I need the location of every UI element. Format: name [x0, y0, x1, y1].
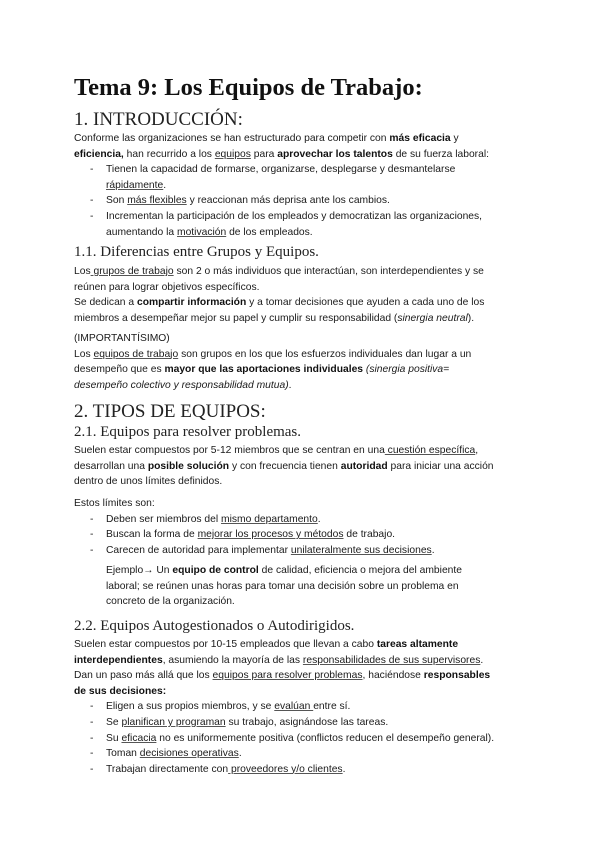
importance-note: (IMPORTANTÍSIMO) [74, 333, 170, 344]
diferencias-paragraph [74, 264, 534, 326]
text-run: Dan un paso más allá que los [74, 670, 213, 682]
text-run: - Tienen la capacidad de formarse, organizarse, desplegarse y desmantelarse [106, 164, 456, 176]
autogestionados-paragraph [74, 637, 534, 777]
text-run: - Incrementan la participación de los empleados y democratizan las organizaciones, [106, 210, 483, 222]
text-run: han recurrido a los [123, 148, 215, 160]
intro-paragraph [74, 131, 534, 240]
bold-text: aprovechar los talentos [277, 148, 393, 160]
list-item [74, 715, 534, 731]
text-run: , asumiendo la mayoría de las [162, 654, 303, 666]
subsection-heading-resolver-problemas: 2.1. Equipos para resolver problemas. [74, 424, 302, 440]
text-run: Los [74, 348, 94, 360]
list-item [74, 762, 534, 778]
text-run: son 2 o más individuos que interactúan, son interdependientes y se [173, 266, 484, 277]
underlined-text: planifican y programan [121, 716, 226, 728]
underlined-text: equipos [214, 148, 251, 160]
text-run: concreto de la organización. [106, 596, 235, 608]
list-item [74, 209, 534, 240]
intro-bullet-list [74, 162, 534, 240]
text-run: . [431, 544, 435, 556]
limites-block [74, 496, 534, 558]
underlined-text: equipos para resolver problemas [212, 670, 363, 682]
bold-text: más eficacia [389, 133, 451, 144]
underlined-text: grupos de trabajo [90, 266, 174, 277]
underlined-text: eficacia [121, 732, 157, 744]
text-run: Su [106, 732, 122, 744]
text-run: su trabajo, asignándose las tareas. [225, 716, 389, 728]
text-run: , haciéndose [362, 670, 424, 682]
text-run: desempeño que es [74, 364, 165, 376]
list-item [74, 746, 534, 762]
text-run: . [238, 748, 242, 760]
text-run: Estos límites son: [74, 498, 155, 509]
bold-text: compartir información [136, 297, 247, 309]
text-run: y con frecuencia tienen [229, 460, 341, 472]
text-run: Suelen estar compuestos por 10-15 empleados que llevan a cabo [74, 639, 377, 650]
text-run: Toman [106, 748, 140, 760]
autogestionados-bullet-list [74, 699, 534, 777]
underlined-text: evalúan [274, 701, 314, 713]
text-run: Se [106, 716, 122, 728]
bold-text: autoridad [340, 460, 388, 472]
text-run: Deben ser miembros del [106, 513, 222, 525]
bold-text: responsables [423, 670, 491, 682]
italic-text: sinergia neutral [397, 312, 468, 324]
text-run: aumentando la [106, 226, 177, 238]
text-run: entre sí. [313, 701, 351, 713]
bold-text: tareas altamente [376, 639, 459, 650]
text-run: ). [467, 312, 475, 324]
text-run: . [317, 513, 321, 525]
text-run: reúnen para lograr objetivos específicos. [74, 281, 260, 293]
text-run: desarrollan una [74, 460, 148, 472]
underlined-text: más flexibles [127, 195, 187, 207]
text-run: . [342, 763, 346, 775]
text-run: dentro de unos límites definidos. [74, 476, 223, 488]
text-run: Carecen de autoridad para implementar [106, 544, 291, 556]
text-run: y a tomar decisiones que ayuden a cada uno de los [246, 297, 485, 309]
list-item [74, 512, 534, 528]
text-run: y reaccionan más deprisa ante los cambios. [186, 195, 390, 207]
text-run: Eligen a sus propios miembros, y se [106, 701, 275, 713]
text-run: para iniciar una acción [387, 460, 494, 472]
text-run: . [288, 379, 292, 391]
list-item [74, 527, 534, 543]
text-run: Se dedican a [74, 297, 137, 309]
list-item [74, 162, 534, 193]
text-run: . [480, 654, 484, 666]
text-run: Son [106, 195, 128, 207]
bold-text: eficiencia, [74, 148, 124, 160]
text-run: son grupos en los que los esfuerzos individuales dan lugar a un [178, 348, 472, 360]
bold-text: interdependientes [74, 654, 163, 666]
section-heading-introduccion: 1. INTRODUCCIÓN: [74, 109, 243, 130]
italic-text: (sinergia positiva= [363, 364, 450, 376]
underlined-text: equipos de trabajo [93, 348, 179, 360]
underlined-text: cuestión específica [384, 445, 476, 456]
bold-text: posible solución [147, 460, 230, 472]
text-run: Trabajan directamente con [106, 763, 229, 775]
section-heading-tipos: 2. TIPOS DE EQUIPOS: [74, 401, 266, 422]
subsection-heading-diferencias: 1.1. Diferencias entre Grupos y Equipos. [74, 244, 319, 260]
text-run: Buscan la forma de [106, 529, 198, 541]
bold-text: equipo de control [172, 565, 259, 576]
text-run: de los empleados. [226, 226, 313, 238]
bold-text: de sus decisiones: [74, 685, 167, 697]
text-run: laboral; se reúnen unas horas para tomar una decisión sobre un problema en [106, 580, 459, 592]
text-run: Conforme las organizaciones se han estructurado para competir con [74, 133, 390, 144]
text-run: de trabajo. [343, 529, 396, 541]
text-run: miembros a desempeñar mejor su papel y cumplir su responsabilidad ( [74, 312, 398, 324]
example-paragraph [106, 563, 536, 610]
text-run: . [163, 179, 167, 191]
bold-text: mayor que las aportaciones individuales [164, 364, 364, 376]
text-run: de su fuerza laboral: [392, 148, 489, 160]
limites-bullet-list [74, 512, 534, 559]
underlined-text: decisiones operativas [139, 748, 239, 760]
text-run: de calidad, eficiencia o mejora del ambiente [258, 565, 462, 576]
underlined-text: mejorar los procesos y métodos [197, 529, 344, 541]
underlined-text: rápidamente [106, 179, 164, 191]
list-item [74, 193, 534, 209]
text-run: para [250, 148, 278, 160]
resolver-problemas-paragraph [74, 443, 534, 490]
underlined-text: responsabilidades de sus supervisores [302, 654, 481, 666]
text-run: y [450, 133, 459, 144]
list-item [74, 699, 534, 715]
italic-text: desempeño colectivo y responsabilidad mutua) [74, 379, 289, 391]
page-title: Tema 9: Los Equipos de Trabajo: [74, 74, 423, 101]
text-run: no es uniformemente positiva (conflictos reducen el desempeño general). [156, 732, 495, 744]
list-item [74, 543, 534, 559]
underlined-text: mismo departamento [221, 513, 318, 525]
list-item [74, 731, 534, 747]
text-run: , [475, 445, 479, 456]
underlined-text: motivación [177, 226, 227, 238]
subsection-heading-autogestionados: 2.2. Equipos Autogestionados o Autodirigidos. [74, 618, 355, 634]
text-run: Los [74, 266, 91, 277]
underlined-text: unilateralmente sus decisiones [290, 544, 432, 556]
text-run: Suelen estar compuestos por 5-12 miembros que se centran en una [74, 445, 385, 456]
underlined-text: proveedores y/o clientes [228, 763, 343, 775]
importantisimo-paragraph [74, 331, 534, 393]
text-run: Ejemplo→ Un [106, 565, 173, 576]
